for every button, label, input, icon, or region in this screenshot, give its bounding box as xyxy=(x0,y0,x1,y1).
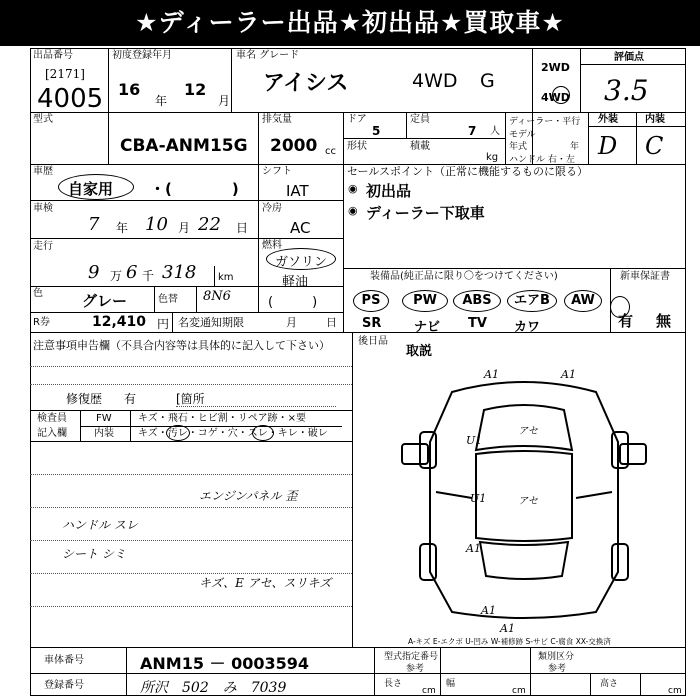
load-label: 積載 xyxy=(410,141,430,152)
model-year-label: モデル xyxy=(509,130,536,140)
length-unit: cm xyxy=(422,686,436,696)
shape-label: 形状 xyxy=(347,141,367,152)
equip-airbag-text: エアB xyxy=(514,293,550,308)
header-banner: ★ディーラー出品★初出品★買取車★ xyxy=(0,0,700,46)
width-label: 幅 xyxy=(446,679,456,689)
equip-label: 装備品(純正品に限り〇をつけてください) xyxy=(370,271,558,282)
mileage-man: 9 xyxy=(88,262,100,283)
disp-label: 排気量 xyxy=(262,114,292,125)
disp-unit: cc xyxy=(325,146,336,157)
insp-year: 7 xyxy=(88,214,100,235)
handle-label: ハンドル 右・左 xyxy=(509,155,575,165)
int-score: C xyxy=(645,132,664,160)
model-label: 型式 xyxy=(33,114,53,125)
height-unit: cm xyxy=(668,686,682,696)
lot-sub: [2171] xyxy=(45,67,85,81)
sales-point-2: ディーラー下取車 xyxy=(366,204,485,222)
reg-month-unit: 月 xyxy=(218,94,231,108)
recycle-label: R券 xyxy=(33,317,50,328)
recycle-unit: 円 xyxy=(157,317,170,331)
shift-value: IAT xyxy=(286,182,309,200)
remark-2: ハンドル スレ xyxy=(62,518,138,532)
repair-label: 修復歴 xyxy=(66,392,103,406)
car-grade: G xyxy=(480,70,495,92)
remark-3: シート シミ xyxy=(62,547,126,561)
cap-value: 7 xyxy=(468,124,477,138)
equip-leather: カワ xyxy=(514,320,541,335)
mileage-man-unit: 万 xyxy=(110,269,123,283)
color-label: 色 xyxy=(33,288,43,299)
history-label: 車歴 xyxy=(33,166,53,177)
dealer-label: ディーラー・平行 xyxy=(509,117,581,127)
load-unit: kg xyxy=(486,152,499,163)
equip-sr: SR xyxy=(362,316,382,331)
insp-month-unit: 月 xyxy=(178,221,191,235)
doors-label: ドア xyxy=(347,114,367,125)
insp-year-unit: 年 xyxy=(116,221,129,235)
dmg-u1-right: U1 xyxy=(470,492,487,505)
reg-label: 初度登録年月 xyxy=(112,50,172,61)
sales-label: セールスポイント（正常に機能するものに限る） xyxy=(347,165,589,178)
height-label: 高さ xyxy=(600,679,619,689)
reg-month: 12 xyxy=(184,80,207,99)
warranty-yes: 有 xyxy=(618,312,634,330)
year-type-label: 年式 xyxy=(509,142,528,152)
car-drive: 4WD xyxy=(412,70,458,92)
mileage-sen-unit: 千 xyxy=(142,269,155,283)
color-paren: ( ) xyxy=(268,295,318,310)
checker-fw-items: キズ・飛石・ヒビ割・リペア跡・×要 xyxy=(138,413,306,424)
insp-month: 10 xyxy=(145,214,168,235)
fuel-value: ガソリン xyxy=(275,255,328,270)
plate-label: 登録番号 xyxy=(44,680,84,691)
disp-value: 2000 xyxy=(270,136,318,156)
equip-pw-text: PW xyxy=(413,293,437,308)
equip-airbag xyxy=(507,290,557,312)
fuel-label: 燃料 xyxy=(262,240,282,251)
car-name: アイシス xyxy=(263,71,349,96)
equip-tv: TV xyxy=(468,316,487,331)
damage-legend: A-キズ E-エクボ U-凹み W-補修跡 S-サビ C-腐食 XX-交換済 xyxy=(408,637,611,646)
reg-year: 16 xyxy=(118,80,141,99)
dmg-a1-front-left: A1 xyxy=(484,368,499,381)
equip-abs xyxy=(453,290,501,312)
name-change-day: 日 xyxy=(326,316,337,329)
color-change-label: 色替 xyxy=(158,294,178,305)
equip-ps-text: PS xyxy=(361,293,381,308)
history-value: 自家用 xyxy=(68,180,114,198)
checker-int-items: キズ・汚レ・コゲ・穴・スレ・キレ・破レ xyxy=(138,428,328,439)
class-label: 類別区分 xyxy=(538,652,575,662)
dmg-a1-front-right: A1 xyxy=(561,368,576,381)
mileage-sen: 6 xyxy=(126,262,138,283)
type-no-label: 型式指定番号 xyxy=(384,652,439,662)
after-value: 取説 xyxy=(406,344,433,359)
equip-aw xyxy=(564,290,602,312)
remark-4: キズ、E アセ、スリキズ xyxy=(199,576,332,590)
ac-label: 冷房 xyxy=(262,203,282,214)
equip-pw xyxy=(402,290,448,312)
checker-int: 内装 xyxy=(94,428,114,439)
wd-4wd: 4WD xyxy=(541,91,570,104)
insp-day: 22 xyxy=(198,214,221,235)
checker-stain-circle xyxy=(166,425,190,441)
fuel-alt: 軽油 xyxy=(282,275,309,290)
checker-l2: 記入欄 xyxy=(37,428,67,439)
mileage-rest: 318 xyxy=(162,262,197,283)
reg-year-unit: 年 xyxy=(155,94,168,108)
wd-4wd-circle xyxy=(552,86,570,104)
sales-point-2-dot: ◉ xyxy=(348,204,358,217)
sales-point-1: 初出品 xyxy=(366,182,412,200)
equip-ps xyxy=(353,290,389,312)
dmg-a1-rear-right: A1 xyxy=(500,622,515,635)
warranty-no: 無 xyxy=(656,312,672,330)
remark-1: エンジンパネル 歪 xyxy=(199,489,298,503)
score-label: 評価点 xyxy=(614,52,644,63)
ext-label: 外装 xyxy=(598,114,618,125)
lot-label: 出品番号 xyxy=(33,50,73,61)
chassis-value: ANM15 － 0003594 xyxy=(140,654,310,673)
inspection-label: 車検 xyxy=(33,203,53,214)
name-label: 車名 グレード xyxy=(236,50,300,61)
cap-unit: 人 xyxy=(490,126,500,137)
ext-score: D xyxy=(598,132,618,160)
shift-label: シフト xyxy=(262,166,292,177)
type-no-ref: 参考 xyxy=(406,664,425,674)
history-rest: ・( ) xyxy=(150,180,239,198)
dmg-u1-left: U1 xyxy=(466,434,483,447)
year-type-unit: 年 xyxy=(570,142,580,152)
color-code: 8N6 xyxy=(203,289,231,304)
doors-value: 5 xyxy=(372,124,381,138)
plate-value: 所沢 502 み 7039 xyxy=(140,680,287,696)
chassis-label: 車体番号 xyxy=(44,655,84,666)
dmg-ase-roof: アセ xyxy=(518,496,538,507)
checker-fw: FW xyxy=(96,413,112,424)
name-change-month: 月 xyxy=(286,316,297,329)
mileage-label: 走行 xyxy=(33,241,53,252)
insp-day-unit: 日 xyxy=(236,221,249,235)
name-change-label: 名変通知期限 xyxy=(178,316,244,329)
after-label: 後日品 xyxy=(358,336,388,347)
notes-label: 注意事項申告欄（不具合内容等は具体的に記入して下さい） xyxy=(33,339,330,352)
dmg-ase-bonnet: アセ xyxy=(518,426,538,437)
equip-abs-text: ABS xyxy=(462,293,492,308)
model-value: CBA-ANM15G xyxy=(120,136,248,156)
equip-aw-text: AW xyxy=(571,293,595,308)
width-unit: cm xyxy=(512,686,526,696)
sales-point-1-dot: ◉ xyxy=(348,182,358,195)
length-label: 長さ xyxy=(384,679,403,689)
repair-value: 有 xyxy=(124,392,137,406)
dmg-a1-side: A1 xyxy=(466,542,481,555)
repair-loc: [箇所 xyxy=(176,392,205,406)
int-label: 内装 xyxy=(645,114,665,125)
ac-value: AC xyxy=(290,219,311,237)
equip-navi: ナビ xyxy=(414,320,441,335)
wd-2wd: 2WD xyxy=(541,61,570,74)
lot-number: 4005 xyxy=(37,84,104,114)
warranty-label: 新車保証書 xyxy=(620,271,670,282)
class-ref: 参考 xyxy=(548,664,567,674)
checker-scuff-circle xyxy=(252,425,274,441)
mileage-unit: km xyxy=(218,272,234,283)
checker-l1: 検査員 xyxy=(37,413,67,424)
dmg-a1-rear-left: A1 xyxy=(481,604,496,617)
cap-label: 定員 xyxy=(410,114,430,125)
score-value: 3.5 xyxy=(604,74,649,107)
color-value: グレー xyxy=(82,292,128,310)
recycle-value: 12,410 xyxy=(92,314,147,330)
